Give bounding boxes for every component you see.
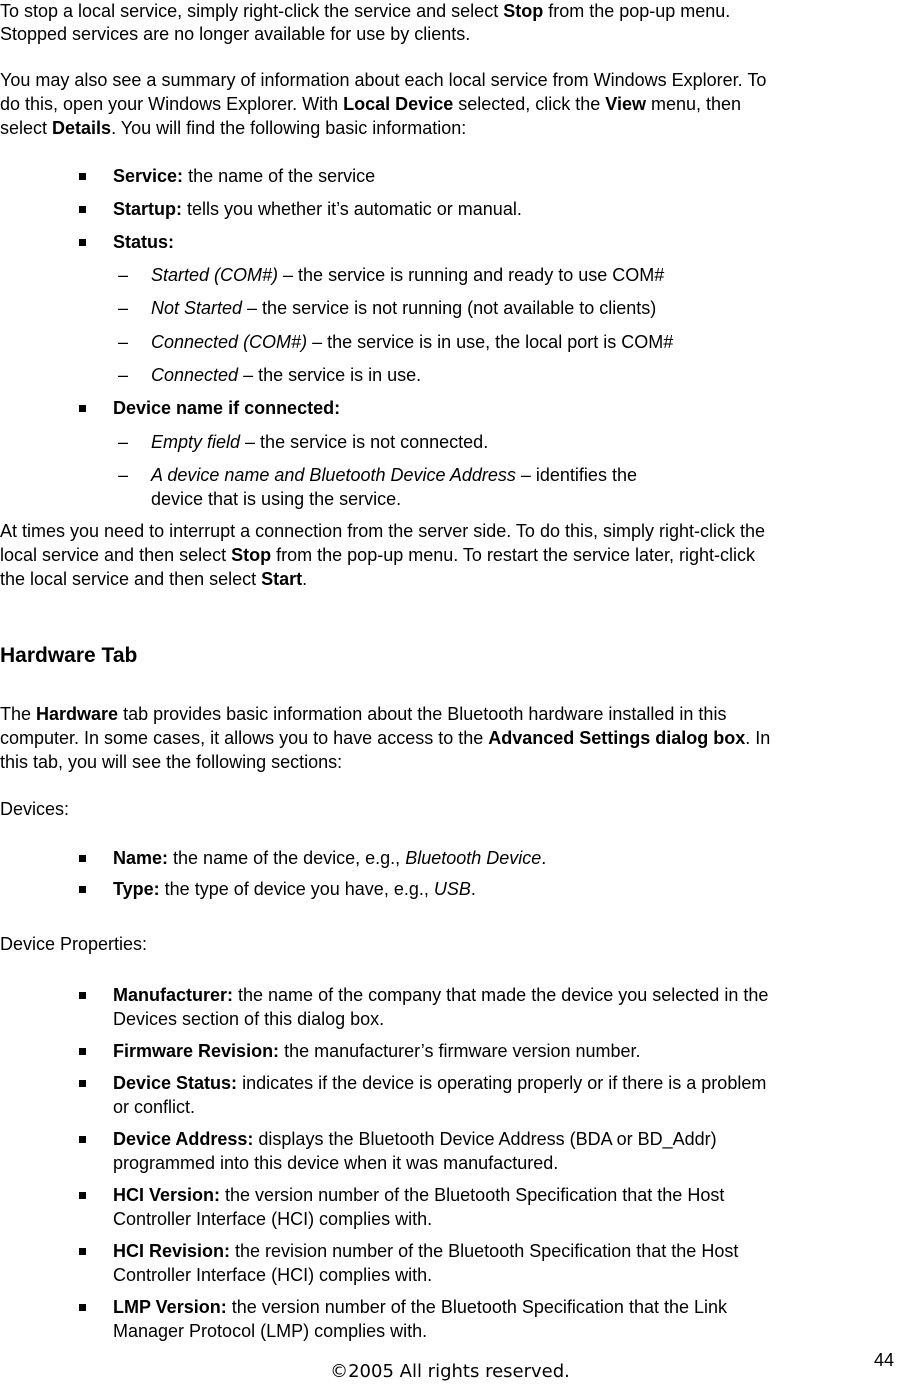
square-bullet-icon	[79, 992, 86, 999]
para-hardware-line3: this tab, you will see the following sections:	[0, 752, 343, 772]
para-summary-line2: do this, open your Windows Explorer. With Local Device selected, click the View menu, then	[0, 94, 742, 114]
para-hardware-line2: computer. In some cases, it allows you to have access to the Advanced Settings dialog box. In	[0, 728, 771, 748]
section-heading-hardware-tab: Hardware Tab	[0, 644, 138, 667]
para-summary-line1: You may also see a summary of information about each local service from Windows Explorer. To	[0, 70, 767, 90]
square-bullet-icon	[79, 1304, 86, 1311]
dash-bullet-icon: –	[118, 432, 129, 452]
para-stop-line1: To stop a local service, simply right-click the service and select Stop from the pop-up menu.	[0, 1, 731, 21]
square-bullet-icon	[79, 1048, 86, 1055]
para-stop-line2: Stopped services are no longer available for use by clients.	[0, 24, 471, 44]
square-bullet-icon	[79, 405, 86, 412]
devices-label: Devices:	[0, 799, 70, 819]
dash-bullet-icon: –	[118, 465, 129, 485]
square-bullet-icon	[79, 886, 86, 893]
square-bullet-icon	[79, 855, 86, 862]
square-bullet-icon	[79, 1080, 86, 1087]
para-summary-line3: select Details. You will find the following basic information:	[0, 118, 467, 138]
dash-bullet-icon: –	[118, 265, 129, 285]
page-number: 44	[873, 1350, 894, 1370]
square-bullet-icon	[79, 173, 86, 180]
para-interrupt-line3: the local service and then select Start.	[0, 569, 308, 589]
square-bullet-icon	[79, 1192, 86, 1199]
para-interrupt-line2: local service and then select Stop from the pop-up menu. To restart the service later, right-click	[0, 545, 756, 565]
dash-bullet-icon: –	[118, 332, 129, 352]
dash-bullet-icon: –	[118, 298, 129, 318]
square-bullet-icon	[79, 1248, 86, 1255]
dash-bullet-icon: –	[118, 365, 129, 385]
square-bullet-icon	[79, 1136, 86, 1143]
para-hardware-line1: The Hardware tab provides basic information about the Bluetooth hardware installed in this	[0, 704, 727, 724]
copyright-footer: ©2005 All rights reserved.	[330, 1361, 570, 1382]
square-bullet-icon	[79, 206, 86, 213]
square-bullet-icon	[79, 239, 86, 246]
para-interrupt-line1: At times you need to interrupt a connection from the server side. To do this, simply right-click the	[0, 521, 766, 541]
document-page: To stop a local service, simply right-click the service and select Stop from the pop-up menu. Stopped services are no longer available for use by clients. You may also see a summary of information about each local service from Windows Explorer. To do this, open your Windows Explorer. With Local Device selected, click the View menu, then select Details. You will find the following basic information: Service: the name of the service Startup: tells you whether it’s automatic or manual. Status: – Started (COM#) – the service is running and ready to use COM# – Not Started – the service is not running (not available to clients) – Connected (COM#) – the service is in use, the local port is COM# – Connected – the service is in use. Device name if connected: – Empty field – the service is not connected. – A device name and Bluetooth Device Address – identifies the device that is using the service. At times you need to interrupt a connection from the server side. To do this, simply right-click the local service and then select Stop from the pop-up menu. To restart the service later, right-click the local service and then select Start. Hardware Tab The Hardware tab provides basic information about the Bluetooth hardware installed in this computer. In some cases, it allows you to have access to the Advanced Settings dialog box. In this tab, you will see the following sections: Devices: Name: the name of the device, e.g., Bluetooth Device. Type: the type of device you have, e.g., USB. Device Properties: Manufacturer: the name of the company that made the device you selected in the Devices section of this dialog box. Firmware Revision: the manufacturer’s firmware version number. Device Status: indicates if the device is operating properly or if there is a problem or conflict. Device Address: displays the Bluetooth Device Address (BDA or BD_Addr) programmed into this device when it was manufactured. HCI Version: the version number of the Bluetooth Specification that the Host Controller Interface (HCI) complies with. HCI Revision: the revision number of the Bluetooth Specification that the Host Controller Interface (HCI) complies with. LMP Version: the version number of the Bluetooth Specification that the Link Manager Protocol (LMP) complies with. 44 ©2005 All rights reserved.	[0, 0, 900, 1386]
device-properties-label: Device Properties:	[0, 934, 148, 954]
